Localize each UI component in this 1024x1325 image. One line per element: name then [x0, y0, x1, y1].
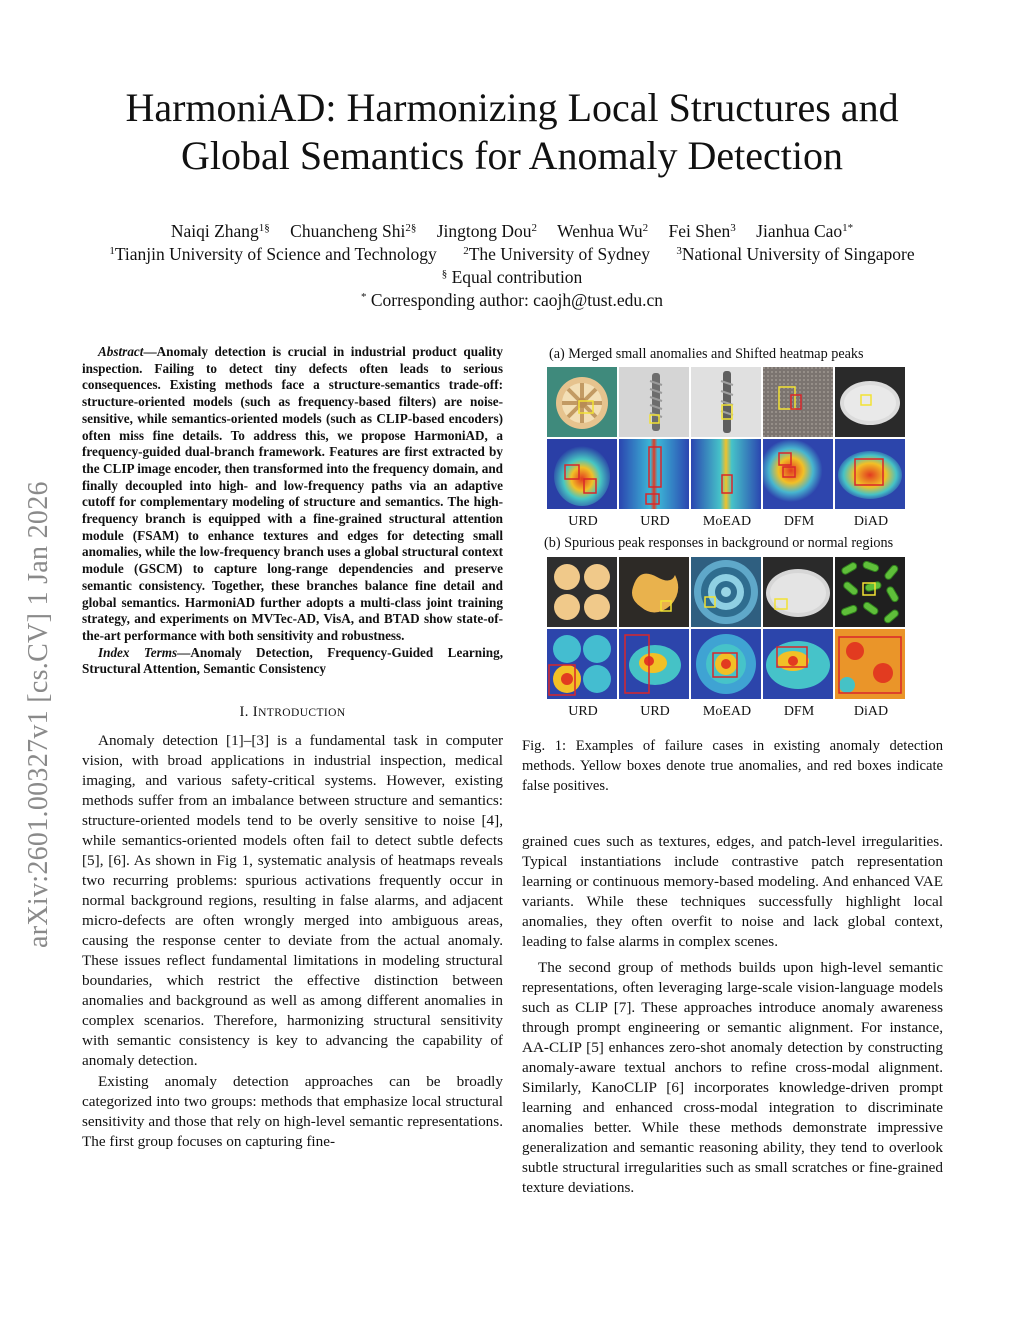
right-body-text	[522, 832, 943, 1198]
corresponding-author-note	[60, 289, 964, 312]
author-sup: 1§	[258, 222, 270, 234]
heatmap-dfm-carpet	[763, 439, 833, 509]
affiliation-sup: 2	[463, 245, 469, 257]
author-name: Fei Shen	[668, 221, 731, 241]
method-label: DFM	[783, 514, 815, 529]
sample-image-screw-a	[619, 367, 689, 437]
sample-image-pill	[835, 367, 905, 437]
title-line-2: Global Semantics for Anomaly Detection	[180, 133, 844, 178]
sample-image-carpet	[763, 367, 833, 437]
left-column	[82, 344, 503, 1153]
sample-image-cashew	[619, 557, 689, 627]
affiliation-name: The University of Sydney	[468, 244, 650, 264]
author-name: Chuancheng Shi	[290, 221, 406, 241]
method-label: DFM	[783, 704, 815, 719]
figure-panel-b-title: (b) Spurious peak responses in background or normal regions	[544, 535, 894, 551]
abstract	[82, 344, 503, 678]
title-line-1: HarmoniAD: Harmonizing Local Structures and	[125, 85, 899, 130]
affiliation-sup: 1	[109, 245, 115, 257]
method-label: URD	[640, 704, 670, 719]
method-label: MoEAD	[702, 514, 752, 529]
figure-panel-a-title: (a) Merged small anomalies and Shifted heatmap peaks	[549, 346, 864, 362]
paper-title	[80, 84, 944, 180]
right-paragraph-1: grained cues such as textures, edges, and patch-level irregularities. Typical instantiations include contrastive patch representation learning or continuous memory-based modeling. And enhanced VAE variants. While these techniques successfully highlight local anomalies, they often overfit to noise and lack global context, leading to false alarms in complex scenes.	[522, 833, 943, 950]
sample-image-pill-b	[763, 557, 833, 627]
author-name: Naiqi Zhang	[170, 221, 259, 241]
figure-1	[522, 344, 943, 722]
method-label: URD	[640, 514, 670, 529]
heatmap-moead-rings	[691, 629, 761, 699]
sample-image-rings	[691, 557, 761, 627]
sample-image-wheel	[547, 367, 617, 437]
index-terms-text: —Anomaly Detection, Frequency-Guided Learning, Structural Attention, Semantic Consistency	[82, 644, 503, 677]
method-label: DiAD	[853, 514, 889, 529]
heatmap-moead-screw	[691, 439, 761, 509]
equal-contribution-sup: §	[441, 268, 448, 280]
sample-image-capsules	[835, 557, 905, 627]
figure-panel-b-grid	[547, 557, 908, 699]
introduction-body	[82, 731, 503, 1152]
index-terms-lead: Index Terms	[98, 644, 178, 660]
method-label: URD	[568, 514, 598, 529]
section-heading-introduction: I. INTRODUCTION	[239, 704, 346, 721]
intro-paragraph-2: Existing anomaly detection approaches can be broadly categorized into two groups: methods that emphasize local structural sensitivity and those that rely on high-level semantic representations. The first group focuses on capturing fine-	[82, 1073, 503, 1151]
corresponding-sup: *	[360, 291, 367, 303]
author-sup: 3	[730, 222, 736, 234]
heatmap-diad-capsules	[835, 629, 905, 699]
figure-panel-b-labels	[547, 704, 908, 720]
heatmap-urd-wheel	[547, 439, 617, 509]
figure-panel-a-grid	[547, 367, 908, 509]
intro-paragraph-1: Anomaly detection [1]–[3] is a fundamental task in computer vision, with broad applications in industrial inspection, medical imaging, and various safety-critical systems. However, existing methods suffer from an imbalance between structure and semantics: structure-oriented models tend to be overly sensitive to noise [4], while semantics-oriented models often fail to detect subtle defects [5], [6]. As shown in Fig 1, systematic analysis of heatmaps reveals two recurring problems: spurious activations frequently occur in normal background regions, resulting in false alarms, and adjacent micro-defects are often wrongly merged into ambiguous areas, causing the response center to deviate from the actual anomaly. These issues reflect fundamental limitations in modeling structural boundaries, which restrict the effective distinction between anomalies and background as well as among different anomalies in complex scenarios. Therefore, harmonizing structural sensitivity with semantic consistency is key to advancing the capability of anomaly detection.	[82, 732, 503, 1070]
method-label: URD	[568, 704, 598, 719]
right-paragraph-2: The second group of methods builds upon high-level semantic representations, often leveraging large-scale vision-language models such as CLIP [7]. These approaches introduce anomaly awareness through prompt engineering or semantic alignment. For instance, AA-CLIP [5] enhances zero-shot anomaly detection by constructing anomaly-aware textual anchors to refine cross-modal alignment. Similarly, KanoCLIP [6] incorporates knowledge-driven prompt learning and enhanced cross-modal integration to discriminate anomalies better. While these methods demonstrate impressive generalization and semantic reasoning ability, they tend to overlook subtle structural irregularities such as small scratches or fine-grained texture deviations.	[522, 959, 943, 1196]
author-sup: 2	[642, 222, 649, 234]
equal-contribution-text: Equal contribution	[451, 267, 583, 287]
author-sup: 1*	[842, 222, 854, 234]
sample-image-screw-b	[691, 367, 761, 437]
heatmap-diad-pill	[835, 439, 905, 509]
method-label: DiAD	[853, 704, 889, 719]
affiliation-name: Tianjin University of Science and Technology	[114, 244, 437, 264]
author-list	[60, 220, 964, 243]
heatmap-urd-pellets	[547, 629, 617, 699]
heatmap-urd-screw	[619, 439, 689, 509]
right-column	[522, 344, 943, 1199]
heatmap-dfm-pill	[763, 629, 833, 699]
author-block	[60, 220, 964, 312]
equal-contribution-note	[60, 266, 964, 289]
heatmap-urd-cashew	[619, 629, 689, 699]
affiliation-name: National University of Singapore	[681, 244, 915, 264]
author-name: Jianhua Cao	[756, 221, 843, 241]
affiliation-sup: 3	[676, 245, 682, 257]
figure-panel-a-labels	[547, 514, 908, 530]
figure-1-caption: Fig. 1: Examples of failure cases in existing anomaly detection methods. Yellow boxes denote true anomalies, and red boxes indicate false positives.	[522, 738, 943, 794]
abstract-lead: Abstract	[98, 344, 144, 359]
abstract-text: —Anomaly detection is crucial in industrial product quality inspection. Failing to detect tiny defects often leads to serious consequences. Existing methods face a structure-semantics trade-off: structure-oriented models (such as frequency-based filters) are noise-sensitive, while semantics-oriented models (such as CLIP-based encoders) often miss fine details. To address this, we propose HarmoniAD, a frequency-guided dual-branch framework. Features are first extracted by the CLIP image encoder, then transformed into the frequency domain, and finally decoupled into high- and low-frequency paths via an adaptive cutoff for complementary modeling of structure and semantics. The high-frequency branch is equipped with a fine-grained structural attention module (FSAM) to enhance textures and edges for detecting small anomalies, while the low-frequency branch uses a global structural context module (GSCM) to capture long-range dependencies and preserve semantic consistency. Together, these branches balance fine detail and global semantics. HarmoniAD further adopts a multi-class joint training strategy, and experiments on MVTec-AD, VisA, and BTAD show state-of-the-art performance with both sensitivity and robustness.	[82, 344, 503, 643]
author-sup: 2§	[405, 222, 417, 234]
author-name: Jingtong Dou	[436, 221, 532, 241]
corresponding-text: Corresponding author: caojh@tust.edu.cn	[370, 290, 664, 310]
affiliation-list	[60, 243, 964, 266]
method-label: MoEAD	[702, 704, 752, 719]
arxiv-identifier-stamp: arXiv:2601.00327v1 [cs.CV] 1 Jan 2026	[23, 481, 54, 948]
author-sup: 2	[531, 222, 538, 234]
author-name: Wenhua Wu	[557, 221, 643, 241]
sample-image-pellets	[547, 557, 617, 627]
